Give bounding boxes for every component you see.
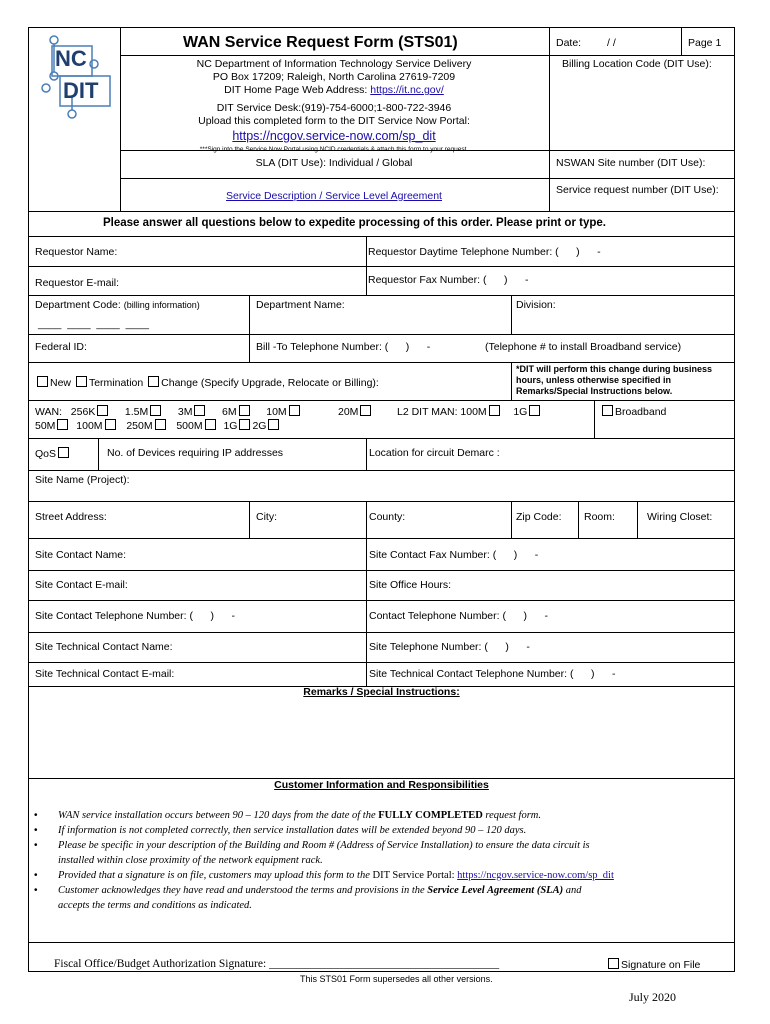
request-type-row <box>35 376 379 389</box>
requestor-email-field[interactable]: Requestor E-mail: <box>35 277 120 289</box>
wan-1-5m-checkbox[interactable] <box>150 405 161 416</box>
customer-bullet-3b: installed within close proximity of the network equipment rack. <box>58 855 323 866</box>
org-name: NC Department of Information Technology Service Delivery <box>196 58 472 70</box>
form-date: July 2020 <box>629 990 677 1004</box>
bullet-1-marker: • <box>34 810 38 821</box>
wan-10m-checkbox[interactable] <box>289 405 300 416</box>
l2-1g-label: 1G <box>513 406 528 418</box>
wan-100m-label: 100M <box>76 420 103 432</box>
department-code-field[interactable] <box>35 299 200 311</box>
site-contact-email-field[interactable]: Site Contact E-mail: <box>35 579 128 591</box>
termination-label: Termination <box>88 377 144 389</box>
division-field[interactable]: Division: <box>516 299 556 311</box>
page-title: WAN Service Request Form (STS01) <box>183 34 458 51</box>
wan-3m-label: 3M <box>177 406 193 418</box>
customer-portal-link[interactable]: https://ncgov.service-now.com/sp_dit <box>457 870 614 881</box>
customer-bullet-5-text-a: Customer acknowledges they have read and understood the terms and provisions in the <box>58 885 428 896</box>
department-name-field[interactable]: Department Name: <box>256 299 345 311</box>
wan-1-5m-label: 1.5M <box>124 406 149 418</box>
l2-1g-checkbox[interactable] <box>529 405 540 416</box>
site-contact-fax-field[interactable]: Site Contact Fax Number: ( ) - <box>369 549 539 561</box>
wan-256k-label: 256K <box>70 406 96 418</box>
federal-id-field[interactable]: Federal ID: <box>35 341 87 353</box>
portal-link[interactable]: https://ncgov.service-now.com/sp_dit <box>232 129 436 143</box>
demarc-location-field[interactable]: Location for circuit Demarc : <box>369 447 500 459</box>
sla-link[interactable]: Service Description / Service Level Agreement <box>226 190 442 202</box>
ip-devices-field[interactable]: No. of Devices requiring IP addresses <box>107 447 284 459</box>
qos-label: QoS <box>35 448 57 460</box>
customer-bullet-4 <box>58 870 614 882</box>
dit-change-note: *DIT will perform this change during business hours, unless otherwise specified in Remarks/Special Instructions below. <box>516 364 713 396</box>
customer-bullet-1-text-c: request form. <box>482 810 542 821</box>
wan-2g-label: 2G <box>252 420 267 432</box>
nswan-site-number: NSWAN Site number (DIT Use): <box>556 157 706 169</box>
change-label: Change (Specify Upgrade, Relocate or Billing): <box>161 377 379 389</box>
customer-bullet-1 <box>58 810 541 822</box>
sla-field: SLA (DIT Use): Individual / Global <box>255 157 413 169</box>
wan-20m-option <box>338 405 373 418</box>
customer-bullet-5-text-c: and <box>563 885 582 896</box>
service-request-number: Service request number (DIT Use): <box>556 184 719 196</box>
department-code-blanks: ____ ____ ____ ____ <box>38 318 149 330</box>
wan-speed-row-1 <box>35 405 302 418</box>
customer-bullet-2: If information is not completed correctly, then service installation dates will be extended beyond 90 – 120 days. <box>58 825 527 836</box>
signature-row <box>54 958 499 971</box>
wan-1g-checkbox[interactable] <box>239 419 250 430</box>
wan-speed-row-2 <box>35 419 281 432</box>
wan-50m-checkbox[interactable] <box>57 419 68 430</box>
qos-checkbox[interactable] <box>58 447 69 458</box>
customer-bullet-3a: Please be specific in your description of the Building and Room # (Address of Service Installation) to ensure the data circuit is <box>58 840 590 851</box>
web-address-label: DIT Home Page Web Address: <box>224 84 371 96</box>
wan-500m-checkbox[interactable] <box>205 419 216 430</box>
customer-bullet-4-text-b: DIT Service Portal: <box>372 870 458 881</box>
wan-3m-checkbox[interactable] <box>194 405 205 416</box>
date-separators: / / <box>607 37 616 49</box>
wan-500m-label: 500M <box>176 420 203 432</box>
wan-250m-label: 250M <box>126 420 153 432</box>
bullet-4-marker: • <box>34 870 38 881</box>
wan-2g-checkbox[interactable] <box>268 419 279 430</box>
upload-instruction: Upload this completed form to the DIT Service Now Portal: <box>198 115 470 127</box>
termination-checkbox[interactable] <box>76 376 87 387</box>
requestor-phone-field[interactable]: Requestor Daytime Telephone Number: ( ) - <box>368 246 601 258</box>
signature-on-file-checkbox[interactable] <box>608 958 619 969</box>
city-field[interactable]: City: <box>256 511 277 523</box>
bill-to-phone-field[interactable]: Bill -To Telephone Number: ( ) - <box>256 341 431 353</box>
wan-100m-checkbox[interactable] <box>105 419 116 430</box>
bullet-3-marker: • <box>34 840 38 851</box>
room-field[interactable]: Room: <box>584 511 615 523</box>
signature-on-file-label: Signature on File <box>621 959 701 971</box>
wan-6m-checkbox[interactable] <box>239 405 250 416</box>
org-address: PO Box 17209; Raleigh, North Carolina 27619-7209 <box>212 71 456 83</box>
site-office-hours-field[interactable]: Site Office Hours: <box>369 579 452 591</box>
signature-label: Fiscal Office/Budget Authorization Signature: <box>54 958 270 970</box>
broadband-option <box>600 405 666 418</box>
l2-dit-man-option <box>397 405 542 418</box>
contact-phone-field[interactable]: Contact Telephone Number: ( ) - <box>369 610 548 622</box>
site-name-field[interactable]: Site Name (Project): <box>35 474 130 486</box>
site-tech-contact-name-field[interactable]: Site Technical Contact Name: <box>35 641 173 653</box>
wiring-closet-field[interactable]: Wiring Closet: <box>647 511 713 523</box>
supersedes-note: This STS01 Form supersedes all other versions. <box>300 974 493 984</box>
wan-6m-label: 6M <box>222 406 237 418</box>
broadband-checkbox[interactable] <box>602 405 613 416</box>
web-address-link[interactable]: https://it.nc.gov/ <box>370 84 444 96</box>
customer-bullet-4-text-a: Provided that a signature is on file, customers may upload this form to the <box>58 870 373 881</box>
wan-50m-label: 50M <box>35 420 56 432</box>
bullet-5-marker: • <box>34 885 38 896</box>
site-phone-field[interactable]: Site Telephone Number: ( ) - <box>369 641 530 653</box>
county-field[interactable]: County: <box>369 511 406 523</box>
wan-20m-label: 20M <box>338 406 359 418</box>
zip-code-field[interactable]: Zip Code: <box>516 511 562 523</box>
broadband-label: Broadband <box>615 406 667 418</box>
signature-line[interactable]: ________________________________________ <box>269 958 500 970</box>
bill-to-note: (Telephone # to install Broadband service) <box>485 341 682 353</box>
bullet-2-marker: • <box>34 825 38 836</box>
wan-10m-label: 10M <box>266 406 287 418</box>
instructions-banner: Please answer all questions below to expedite processing of this order. Please print or type. <box>103 217 606 229</box>
customer-bullet-5 <box>58 885 581 897</box>
page-number: Page 1 <box>688 37 722 49</box>
street-address-field[interactable]: Street Address: <box>35 511 107 523</box>
l2-100m-checkbox[interactable] <box>489 405 500 416</box>
qos-option <box>35 447 71 460</box>
wan-1g-label: 1G <box>223 420 238 432</box>
change-checkbox[interactable] <box>148 376 159 387</box>
wan-250m-checkbox[interactable] <box>155 419 166 430</box>
date-label: Date: <box>556 37 582 49</box>
customer-bullet-5-text-b: Service Level Agreement (SLA) <box>427 885 564 896</box>
signature-on-file-option <box>606 958 700 971</box>
requestor-name-field[interactable]: Requestor Name: <box>35 246 118 258</box>
remarks-textarea[interactable] <box>30 700 733 776</box>
new-label: New <box>50 377 72 389</box>
remarks-heading: Remarks / Special Instructions: <box>303 686 460 698</box>
web-address <box>120 84 548 96</box>
service-desk: DIT Service Desk:(919)-754-6000;1-800-722-3946 <box>216 102 452 114</box>
department-code-label: Department Code: <box>35 299 121 311</box>
customer-bullet-1-text-b: FULLY COMPLETED <box>378 810 483 821</box>
department-code-note: (billing information) <box>123 300 200 310</box>
signin-note: ***Sign into the Service Now Portal using NCID credentials & attach this form to your request. <box>199 146 469 153</box>
billing-location-code: Billing Location Code (DIT Use): <box>562 58 712 70</box>
customer-bullet-1-text-a: WAN service installation occurs between 90 – 120 days from the date of the <box>58 810 379 821</box>
site-contact-phone-field[interactable]: Site Contact Telephone Number: ( ) - <box>35 610 235 622</box>
wan-20m-checkbox[interactable] <box>360 405 371 416</box>
l2-100m-label: L2 DIT MAN: 100M <box>397 406 487 418</box>
site-tech-contact-email-field[interactable]: Site Technical Contact E-mail: <box>35 668 175 680</box>
site-contact-name-field[interactable]: Site Contact Name: <box>35 549 127 561</box>
logo-text-nc: NC <box>55 46 87 71</box>
customer-info-heading: Customer Information and Responsibilities <box>274 779 489 791</box>
wan-label: WAN: <box>35 406 63 418</box>
requestor-fax-field[interactable]: Requestor Fax Number: ( ) - <box>368 274 529 286</box>
new-checkbox[interactable] <box>37 376 48 387</box>
wan-256k-checkbox[interactable] <box>97 405 108 416</box>
logo-text-dit: DIT <box>63 78 99 103</box>
customer-bullet-5d: accepts the terms and conditions as indicated. <box>58 900 252 911</box>
site-tech-contact-phone-field[interactable]: Site Technical Contact Telephone Number: ( ) - <box>369 668 616 680</box>
